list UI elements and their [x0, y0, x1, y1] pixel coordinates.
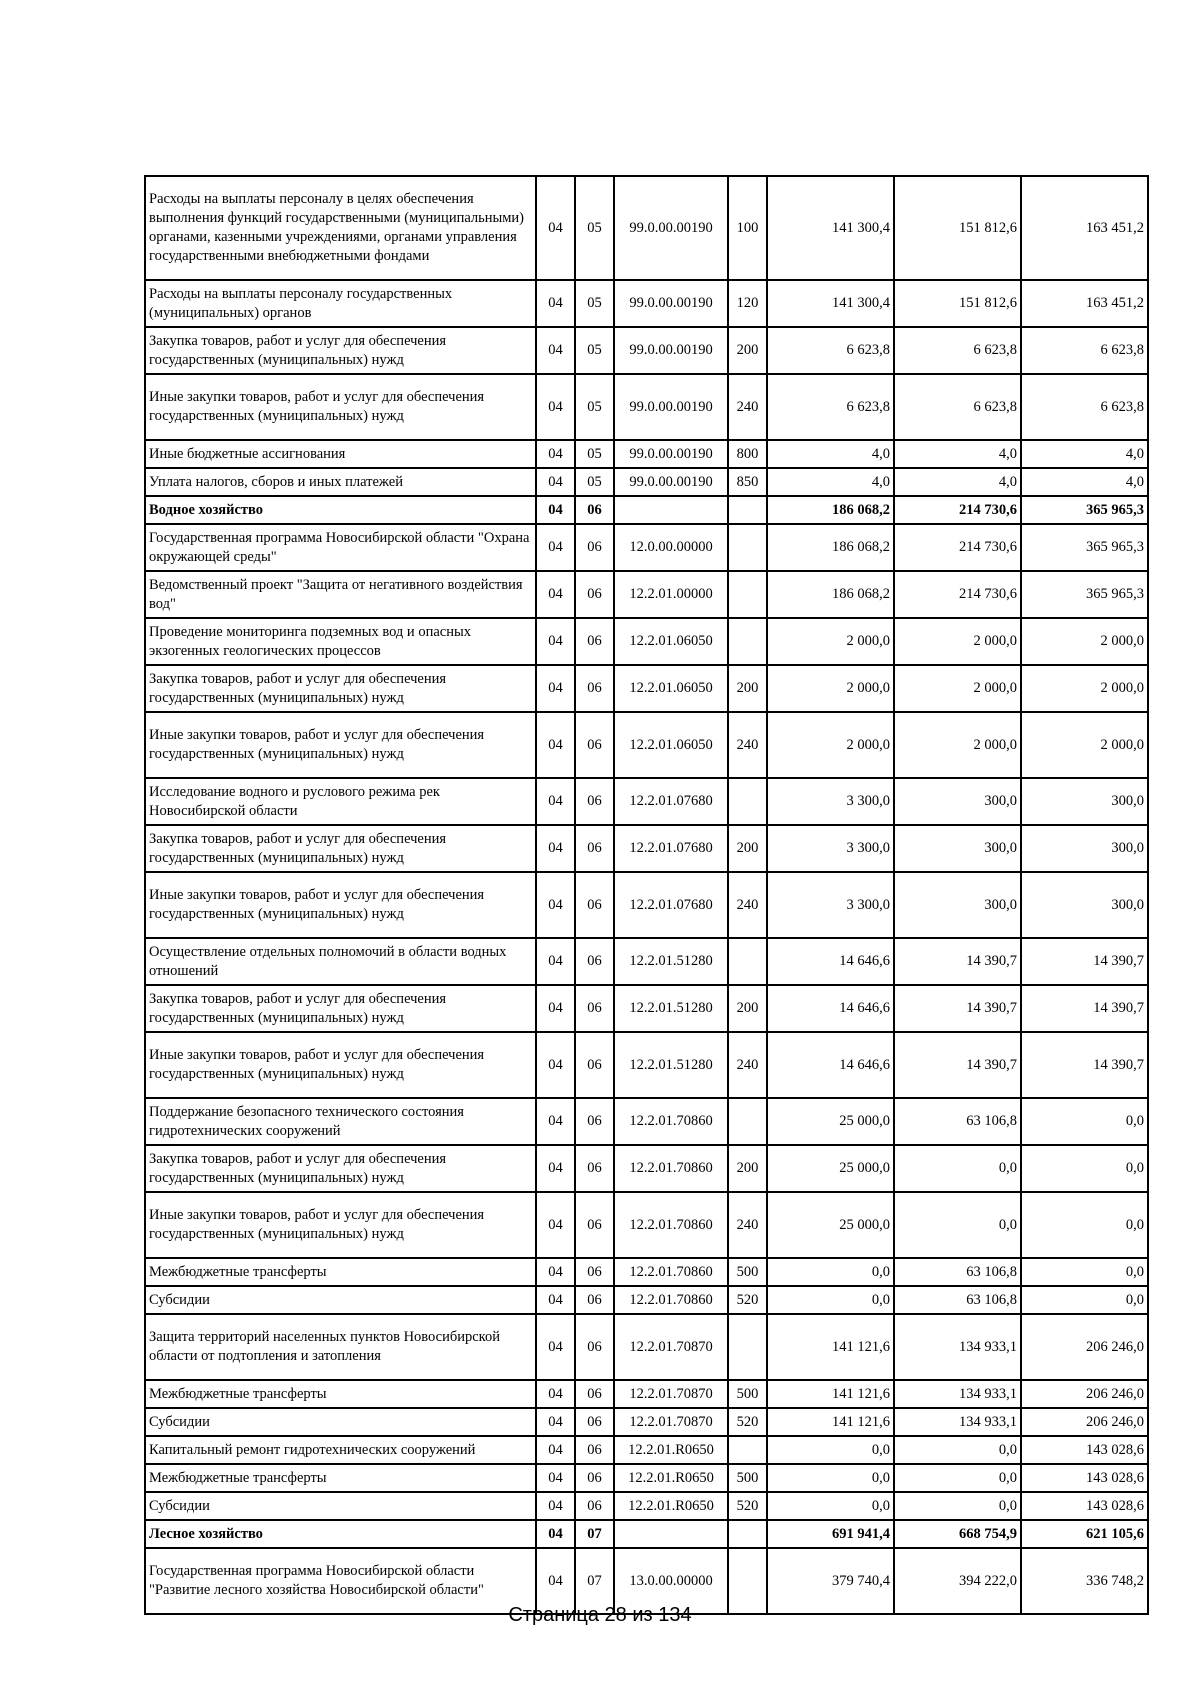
row-amount-year-2: 394 222,0 — [894, 1548, 1021, 1614]
row-amount-year-1: 0,0 — [767, 1492, 894, 1520]
row-subsection-code: 06 — [575, 1314, 614, 1380]
row-target-article-code: 99.0.00.00190 — [614, 176, 728, 280]
row-amount-year-1: 3 300,0 — [767, 872, 894, 938]
row-name-cell: Водное хозяйство — [145, 496, 536, 524]
row-name-cell: Закупка товаров, работ и услуг для обеспечения государственных (муниципальных) нужд — [145, 985, 536, 1032]
row-amount-year-3: 6 623,8 — [1021, 327, 1148, 374]
row-amount-year-2: 300,0 — [894, 825, 1021, 872]
row-amount-year-1: 141 300,4 — [767, 280, 894, 327]
row-expense-type-code: 520 — [728, 1286, 767, 1314]
row-amount-year-1: 4,0 — [767, 440, 894, 468]
table-row — [145, 1492, 1148, 1520]
row-amount-year-3: 365 965,3 — [1021, 524, 1148, 571]
row-target-article-code: 12.2.01.70860 — [614, 1192, 728, 1258]
row-expense-type-code: 200 — [728, 985, 767, 1032]
row-subsection-code: 06 — [575, 1464, 614, 1492]
row-section-code: 04 — [536, 1286, 575, 1314]
row-amount-year-1: 2 000,0 — [767, 665, 894, 712]
row-amount-year-2: 2 000,0 — [894, 665, 1021, 712]
row-expense-type-code: 200 — [728, 327, 767, 374]
table-row — [145, 374, 1148, 440]
row-amount-year-1: 2 000,0 — [767, 712, 894, 778]
row-subsection-code: 06 — [575, 1408, 614, 1436]
row-amount-year-1: 186 068,2 — [767, 496, 894, 524]
row-amount-year-3: 300,0 — [1021, 778, 1148, 825]
row-subsection-code: 06 — [575, 665, 614, 712]
row-section-code: 04 — [536, 496, 575, 524]
row-amount-year-1: 691 941,4 — [767, 1520, 894, 1548]
row-section-code: 04 — [536, 1492, 575, 1520]
row-amount-year-3: 336 748,2 — [1021, 1548, 1148, 1614]
row-target-article-code: 12.2.01.00000 — [614, 571, 728, 618]
row-amount-year-3: 14 390,7 — [1021, 985, 1148, 1032]
row-amount-year-3: 0,0 — [1021, 1098, 1148, 1145]
row-subsection-code: 06 — [575, 1380, 614, 1408]
row-section-code: 04 — [536, 1258, 575, 1286]
row-section-code: 04 — [536, 712, 575, 778]
row-name-cell: Исследование водного и руслового режима рек Новосибирской области — [145, 778, 536, 825]
row-name-cell: Закупка товаров, работ и услуг для обеспечения государственных (муниципальных) нужд — [145, 665, 536, 712]
row-name-cell: Расходы на выплаты персоналу государственных (муниципальных) органов — [145, 280, 536, 327]
row-section-code: 04 — [536, 1314, 575, 1380]
row-section-code: 04 — [536, 778, 575, 825]
row-amount-year-3: 300,0 — [1021, 872, 1148, 938]
row-target-article-code: 12.2.01.07680 — [614, 778, 728, 825]
row-section-code: 04 — [536, 374, 575, 440]
table-row — [145, 1286, 1148, 1314]
row-amount-year-2: 0,0 — [894, 1492, 1021, 1520]
table-row — [145, 618, 1148, 665]
row-amount-year-2: 14 390,7 — [894, 938, 1021, 985]
row-amount-year-3: 2 000,0 — [1021, 665, 1148, 712]
row-amount-year-2: 214 730,6 — [894, 496, 1021, 524]
table-row — [145, 1436, 1148, 1464]
table-section-row — [145, 1520, 1148, 1548]
row-subsection-code: 06 — [575, 1436, 614, 1464]
row-subsection-code: 05 — [575, 280, 614, 327]
row-expense-type-code — [728, 524, 767, 571]
row-amount-year-2: 2 000,0 — [894, 712, 1021, 778]
row-expense-type-code: 520 — [728, 1492, 767, 1520]
row-section-code: 04 — [536, 1032, 575, 1098]
row-target-article-code: 99.0.00.00190 — [614, 440, 728, 468]
row-amount-year-2: 134 933,1 — [894, 1314, 1021, 1380]
row-target-article-code: 12.2.01.51280 — [614, 985, 728, 1032]
row-amount-year-3: 621 105,6 — [1021, 1520, 1148, 1548]
row-expense-type-code — [728, 1098, 767, 1145]
row-section-code: 04 — [536, 618, 575, 665]
row-amount-year-2: 151 812,6 — [894, 176, 1021, 280]
row-subsection-code: 06 — [575, 985, 614, 1032]
row-target-article-code: 12.2.01.06050 — [614, 712, 728, 778]
row-amount-year-1: 6 623,8 — [767, 327, 894, 374]
row-target-article-code: 12.2.01.R0650 — [614, 1436, 728, 1464]
row-section-code: 04 — [536, 825, 575, 872]
row-subsection-code: 07 — [575, 1548, 614, 1614]
row-section-code: 04 — [536, 524, 575, 571]
table-row — [145, 327, 1148, 374]
table-row — [145, 1258, 1148, 1286]
row-name-cell: Закупка товаров, работ и услуг для обеспечения государственных (муниципальных) нужд — [145, 1145, 536, 1192]
row-target-article-code: 12.2.01.51280 — [614, 1032, 728, 1098]
row-name-cell: Иные закупки товаров, работ и услуг для обеспечения государственных (муниципальных) нужд — [145, 712, 536, 778]
row-name-cell: Иные бюджетные ассигнования — [145, 440, 536, 468]
row-subsection-code: 06 — [575, 1492, 614, 1520]
row-expense-type-code: 500 — [728, 1258, 767, 1286]
row-subsection-code: 05 — [575, 176, 614, 280]
row-target-article-code: 12.2.01.R0650 — [614, 1492, 728, 1520]
row-name-cell: Межбюджетные трансферты — [145, 1464, 536, 1492]
row-target-article-code: 12.2.01.70860 — [614, 1286, 728, 1314]
row-section-code: 04 — [536, 468, 575, 496]
row-amount-year-3: 4,0 — [1021, 468, 1148, 496]
row-amount-year-3: 300,0 — [1021, 825, 1148, 872]
row-name-cell: Иные закупки товаров, работ и услуг для обеспечения государственных (муниципальных) нужд — [145, 872, 536, 938]
row-amount-year-3: 0,0 — [1021, 1258, 1148, 1286]
table-section-row — [145, 496, 1148, 524]
row-subsection-code: 06 — [575, 618, 614, 665]
row-amount-year-1: 141 121,6 — [767, 1314, 894, 1380]
row-amount-year-2: 134 933,1 — [894, 1408, 1021, 1436]
row-amount-year-2: 6 623,8 — [894, 327, 1021, 374]
table-row — [145, 938, 1148, 985]
table-row — [145, 665, 1148, 712]
row-target-article-code: 13.0.00.00000 — [614, 1548, 728, 1614]
row-amount-year-2: 14 390,7 — [894, 985, 1021, 1032]
row-amount-year-1: 0,0 — [767, 1286, 894, 1314]
row-expense-type-code — [728, 778, 767, 825]
row-amount-year-3: 0,0 — [1021, 1192, 1148, 1258]
row-name-cell: Расходы на выплаты персоналу в целях обеспечения выполнения функций государственными (муниципальными) органами, казенными учреждениями, органами управления государственными внебюджетными фондами — [145, 176, 536, 280]
row-subsection-code: 06 — [575, 1098, 614, 1145]
row-expense-type-code: 850 — [728, 468, 767, 496]
row-amount-year-3: 4,0 — [1021, 440, 1148, 468]
row-amount-year-1: 0,0 — [767, 1464, 894, 1492]
row-amount-year-3: 14 390,7 — [1021, 1032, 1148, 1098]
row-amount-year-2: 0,0 — [894, 1145, 1021, 1192]
row-expense-type-code: 240 — [728, 374, 767, 440]
row-section-code: 04 — [536, 1548, 575, 1614]
row-amount-year-2: 63 106,8 — [894, 1098, 1021, 1145]
table-row — [145, 985, 1148, 1032]
row-target-article-code: 99.0.00.00190 — [614, 468, 728, 496]
table-row — [145, 571, 1148, 618]
row-amount-year-3: 365 965,3 — [1021, 571, 1148, 618]
row-name-cell: Капитальный ремонт гидротехнических сооружений — [145, 1436, 536, 1464]
row-amount-year-1: 141 300,4 — [767, 176, 894, 280]
row-amount-year-1: 186 068,2 — [767, 524, 894, 571]
row-amount-year-1: 2 000,0 — [767, 618, 894, 665]
row-subsection-code: 05 — [575, 468, 614, 496]
table-row — [145, 1464, 1148, 1492]
row-target-article-code: 12.2.01.06050 — [614, 618, 728, 665]
table-row — [145, 440, 1148, 468]
table-row — [145, 176, 1148, 280]
row-amount-year-3: 2 000,0 — [1021, 712, 1148, 778]
row-section-code: 04 — [536, 1192, 575, 1258]
row-expense-type-code: 500 — [728, 1380, 767, 1408]
row-subsection-code: 06 — [575, 571, 614, 618]
table-row — [145, 1145, 1148, 1192]
row-amount-year-1: 379 740,4 — [767, 1548, 894, 1614]
budget-table — [144, 175, 1149, 1615]
row-amount-year-1: 0,0 — [767, 1436, 894, 1464]
row-name-cell: Ведомственный проект "Защита от негативного воздействия вод" — [145, 571, 536, 618]
row-name-cell: Субсидии — [145, 1492, 536, 1520]
row-expense-type-code: 240 — [728, 872, 767, 938]
table-row — [145, 468, 1148, 496]
row-amount-year-2: 6 623,8 — [894, 374, 1021, 440]
row-subsection-code: 05 — [575, 374, 614, 440]
row-expense-type-code — [728, 1314, 767, 1380]
row-amount-year-2: 134 933,1 — [894, 1380, 1021, 1408]
row-expense-type-code: 800 — [728, 440, 767, 468]
page-number: Страница 28 из 134 — [508, 1604, 692, 1626]
row-amount-year-1: 3 300,0 — [767, 778, 894, 825]
row-subsection-code: 06 — [575, 1145, 614, 1192]
row-name-cell: Закупка товаров, работ и услуг для обеспечения государственных (муниципальных) нужд — [145, 825, 536, 872]
row-amount-year-3: 143 028,6 — [1021, 1492, 1148, 1520]
row-name-cell: Поддержание безопасного технического состояния гидротехнических сооружений — [145, 1098, 536, 1145]
row-section-code: 04 — [536, 665, 575, 712]
row-name-cell: Субсидии — [145, 1286, 536, 1314]
row-section-code: 04 — [536, 1520, 575, 1548]
row-amount-year-1: 25 000,0 — [767, 1098, 894, 1145]
row-section-code: 04 — [536, 176, 575, 280]
row-subsection-code: 06 — [575, 825, 614, 872]
row-amount-year-3: 143 028,6 — [1021, 1464, 1148, 1492]
row-amount-year-2: 300,0 — [894, 872, 1021, 938]
row-section-code: 04 — [536, 440, 575, 468]
row-amount-year-1: 3 300,0 — [767, 825, 894, 872]
row-section-code: 04 — [536, 938, 575, 985]
row-amount-year-1: 14 646,6 — [767, 1032, 894, 1098]
row-name-cell: Межбюджетные трансферты — [145, 1380, 536, 1408]
row-expense-type-code: 100 — [728, 176, 767, 280]
row-amount-year-1: 141 121,6 — [767, 1380, 894, 1408]
row-amount-year-3: 143 028,6 — [1021, 1436, 1148, 1464]
row-amount-year-2: 214 730,6 — [894, 571, 1021, 618]
row-amount-year-3: 163 451,2 — [1021, 280, 1148, 327]
row-amount-year-3: 0,0 — [1021, 1145, 1148, 1192]
row-expense-type-code: 520 — [728, 1408, 767, 1436]
row-target-article-code: 12.2.01.06050 — [614, 665, 728, 712]
row-subsection-code: 05 — [575, 440, 614, 468]
row-subsection-code: 06 — [575, 1286, 614, 1314]
row-expense-type-code — [728, 496, 767, 524]
table-row — [145, 1314, 1148, 1380]
row-subsection-code: 06 — [575, 872, 614, 938]
row-subsection-code: 05 — [575, 327, 614, 374]
row-section-code: 04 — [536, 1464, 575, 1492]
row-subsection-code: 06 — [575, 1258, 614, 1286]
row-target-article-code: 12.2.01.70870 — [614, 1408, 728, 1436]
row-name-cell: Защита территорий населенных пунктов Новосибирской области от подтопления и затопления — [145, 1314, 536, 1380]
row-subsection-code: 06 — [575, 524, 614, 571]
row-expense-type-code — [728, 938, 767, 985]
table-row — [145, 524, 1148, 571]
row-expense-type-code — [728, 1520, 767, 1548]
row-section-code: 04 — [536, 1380, 575, 1408]
row-expense-type-code: 240 — [728, 1032, 767, 1098]
row-section-code: 04 — [536, 872, 575, 938]
row-subsection-code: 07 — [575, 1520, 614, 1548]
row-amount-year-3: 206 246,0 — [1021, 1314, 1148, 1380]
row-section-code: 04 — [536, 1098, 575, 1145]
row-amount-year-3: 2 000,0 — [1021, 618, 1148, 665]
row-section-code: 04 — [536, 327, 575, 374]
table-row — [145, 825, 1148, 872]
row-expense-type-code: 240 — [728, 1192, 767, 1258]
row-amount-year-2: 14 390,7 — [894, 1032, 1021, 1098]
row-amount-year-1: 4,0 — [767, 468, 894, 496]
row-subsection-code: 06 — [575, 778, 614, 825]
table-row — [145, 280, 1148, 327]
row-section-code: 04 — [536, 985, 575, 1032]
row-amount-year-3: 14 390,7 — [1021, 938, 1148, 985]
table-row — [145, 1032, 1148, 1098]
row-target-article-code: 99.0.00.00190 — [614, 280, 728, 327]
row-name-cell: Лесное хозяйство — [145, 1520, 536, 1548]
row-subsection-code: 06 — [575, 938, 614, 985]
row-amount-year-2: 0,0 — [894, 1436, 1021, 1464]
row-amount-year-2: 63 106,8 — [894, 1286, 1021, 1314]
row-expense-type-code: 500 — [728, 1464, 767, 1492]
row-target-article-code: 12.2.01.51280 — [614, 938, 728, 985]
table-row — [145, 1192, 1148, 1258]
row-amount-year-2: 214 730,6 — [894, 524, 1021, 571]
row-amount-year-3: 206 246,0 — [1021, 1380, 1148, 1408]
row-section-code: 04 — [536, 1436, 575, 1464]
row-subsection-code: 06 — [575, 712, 614, 778]
budget-table-body — [145, 176, 1148, 1614]
row-target-article-code: 12.2.01.R0650 — [614, 1464, 728, 1492]
row-amount-year-2: 63 106,8 — [894, 1258, 1021, 1286]
row-target-article-code: 12.2.01.70870 — [614, 1380, 728, 1408]
table-row — [145, 872, 1148, 938]
row-target-article-code: 99.0.00.00190 — [614, 374, 728, 440]
row-expense-type-code: 240 — [728, 712, 767, 778]
row-section-code: 04 — [536, 280, 575, 327]
row-amount-year-1: 0,0 — [767, 1258, 894, 1286]
row-target-article-code: 12.2.01.07680 — [614, 825, 728, 872]
row-amount-year-1: 25 000,0 — [767, 1145, 894, 1192]
table-row — [145, 712, 1148, 778]
row-expense-type-code: 120 — [728, 280, 767, 327]
row-amount-year-1: 25 000,0 — [767, 1192, 894, 1258]
row-target-article-code — [614, 1520, 728, 1548]
row-amount-year-3: 206 246,0 — [1021, 1408, 1148, 1436]
row-target-article-code: 12.2.01.70860 — [614, 1145, 728, 1192]
row-expense-type-code — [728, 618, 767, 665]
row-name-cell: Межбюджетные трансферты — [145, 1258, 536, 1286]
row-amount-year-1: 14 646,6 — [767, 938, 894, 985]
row-subsection-code: 06 — [575, 1032, 614, 1098]
row-amount-year-1: 14 646,6 — [767, 985, 894, 1032]
row-target-article-code: 99.0.00.00190 — [614, 327, 728, 374]
row-expense-type-code: 200 — [728, 1145, 767, 1192]
row-name-cell: Иные закупки товаров, работ и услуг для обеспечения государственных (муниципальных) нужд — [145, 1032, 536, 1098]
row-section-code: 04 — [536, 1145, 575, 1192]
row-section-code: 04 — [536, 1408, 575, 1436]
row-expense-type-code — [728, 571, 767, 618]
row-amount-year-3: 163 451,2 — [1021, 176, 1148, 280]
row-amount-year-1: 141 121,6 — [767, 1408, 894, 1436]
row-amount-year-2: 0,0 — [894, 1192, 1021, 1258]
row-amount-year-2: 668 754,9 — [894, 1520, 1021, 1548]
row-name-cell: Осуществление отдельных полномочий в области водных отношений — [145, 938, 536, 985]
row-amount-year-1: 186 068,2 — [767, 571, 894, 618]
row-amount-year-3: 0,0 — [1021, 1286, 1148, 1314]
row-amount-year-2: 300,0 — [894, 778, 1021, 825]
row-target-article-code: 12.2.01.70860 — [614, 1098, 728, 1145]
row-name-cell: Иные закупки товаров, работ и услуг для обеспечения государственных (муниципальных) нужд — [145, 374, 536, 440]
table-row — [145, 1380, 1148, 1408]
row-name-cell: Государственная программа Новосибирской области "Охрана окружающей среды" — [145, 524, 536, 571]
row-subsection-code: 06 — [575, 496, 614, 524]
row-target-article-code: 12.2.01.70870 — [614, 1314, 728, 1380]
row-target-article-code: 12.2.01.07680 — [614, 872, 728, 938]
row-name-cell: Закупка товаров, работ и услуг для обеспечения государственных (муниципальных) нужд — [145, 327, 536, 374]
row-amount-year-2: 2 000,0 — [894, 618, 1021, 665]
row-amount-year-2: 151 812,6 — [894, 280, 1021, 327]
table-row — [145, 1408, 1148, 1436]
row-amount-year-3: 6 623,8 — [1021, 374, 1148, 440]
row-section-code: 04 — [536, 571, 575, 618]
row-target-article-code — [614, 496, 728, 524]
row-amount-year-2: 4,0 — [894, 468, 1021, 496]
row-target-article-code: 12.2.01.70860 — [614, 1258, 728, 1286]
row-subsection-code: 06 — [575, 1192, 614, 1258]
table-row — [145, 1098, 1148, 1145]
row-amount-year-2: 4,0 — [894, 440, 1021, 468]
row-amount-year-2: 0,0 — [894, 1464, 1021, 1492]
row-name-cell: Государственная программа Новосибирской области "Развитие лесного хозяйства Новосибирской области" — [145, 1548, 536, 1614]
row-amount-year-3: 365 965,3 — [1021, 496, 1148, 524]
row-expense-type-code — [728, 1436, 767, 1464]
row-name-cell: Уплата налогов, сборов и иных платежей — [145, 468, 536, 496]
row-amount-year-1: 6 623,8 — [767, 374, 894, 440]
row-name-cell: Проведение мониторинга подземных вод и опасных экзогенных геологических процессов — [145, 618, 536, 665]
row-name-cell: Иные закупки товаров, работ и услуг для обеспечения государственных (муниципальных) нужд — [145, 1192, 536, 1258]
row-name-cell: Субсидии — [145, 1408, 536, 1436]
row-expense-type-code: 200 — [728, 825, 767, 872]
table-row — [145, 778, 1148, 825]
row-expense-type-code: 200 — [728, 665, 767, 712]
row-target-article-code: 12.0.00.00000 — [614, 524, 728, 571]
